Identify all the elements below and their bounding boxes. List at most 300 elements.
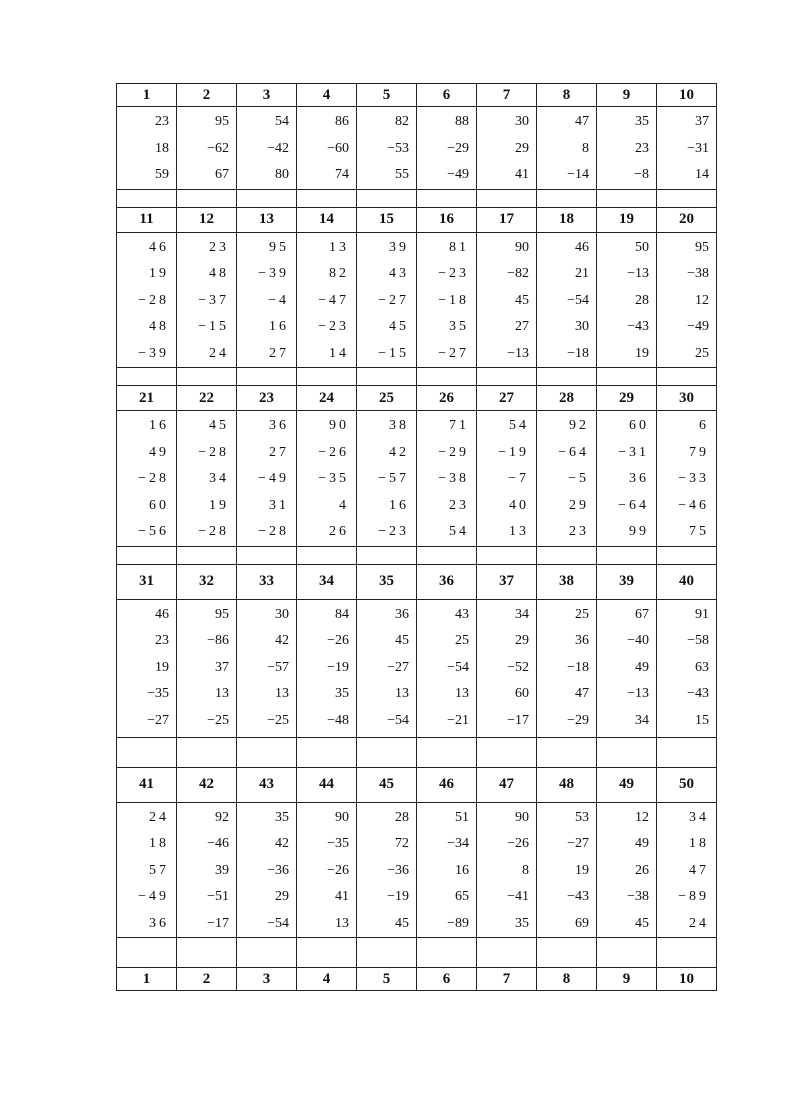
operand-value: 37 bbox=[695, 114, 709, 129]
operand-value: −64 bbox=[558, 444, 589, 460]
answer-cell[interactable] bbox=[537, 189, 597, 207]
operand-value: −89 bbox=[678, 889, 709, 904]
operand-value: −35 bbox=[327, 836, 349, 851]
header-row bbox=[117, 386, 717, 411]
problem-number: 7 bbox=[477, 84, 537, 107]
operand-value: 23 bbox=[155, 114, 169, 129]
operand-value: 42 bbox=[275, 836, 289, 851]
answer-cell[interactable] bbox=[597, 189, 657, 207]
operand-value: 21 bbox=[575, 266, 589, 281]
answer-cell[interactable] bbox=[237, 546, 297, 564]
operand-value: 16 bbox=[269, 319, 289, 334]
operand-value: 46 bbox=[149, 239, 169, 255]
problem-column bbox=[477, 107, 537, 190]
problem-column bbox=[237, 411, 297, 547]
operand-value: −18 bbox=[567, 345, 589, 361]
operand-value: 31 bbox=[269, 497, 289, 513]
operand-value: −35 bbox=[318, 471, 349, 486]
problem-number: 19 bbox=[597, 207, 657, 232]
problem-number: 1 bbox=[117, 968, 177, 991]
operand-value: −18 bbox=[438, 292, 469, 308]
operand-value: 46 bbox=[575, 239, 589, 255]
operand-value: 42 bbox=[389, 444, 409, 460]
footer-header-row bbox=[117, 968, 717, 991]
operand-value: −5 bbox=[568, 471, 589, 486]
problem-number: 23 bbox=[237, 386, 297, 411]
operand-value: −82 bbox=[507, 266, 529, 281]
operand-value: 53 bbox=[575, 809, 589, 825]
operand-value: 13 bbox=[395, 686, 409, 701]
answer-cell[interactable] bbox=[417, 938, 477, 968]
problem-number: 39 bbox=[597, 564, 657, 599]
operand-value: −34 bbox=[447, 836, 469, 851]
operand-value: 23 bbox=[449, 497, 469, 513]
operand-value: −35 bbox=[147, 686, 169, 701]
operand-value: 12 bbox=[695, 292, 709, 308]
answer-cell[interactable] bbox=[357, 368, 417, 386]
operand-value: 26 bbox=[329, 524, 349, 539]
operand-value: 27 bbox=[269, 444, 289, 460]
problem-number: 3 bbox=[237, 84, 297, 107]
operand-value: 95 bbox=[215, 114, 229, 129]
operand-value: 26 bbox=[635, 862, 649, 878]
operand-value: 71 bbox=[449, 418, 469, 433]
problem-column bbox=[417, 107, 477, 190]
operand-value: −49 bbox=[138, 889, 169, 904]
operand-value: 67 bbox=[635, 606, 649, 622]
operand-value: −40 bbox=[627, 633, 649, 648]
operand-value: −47 bbox=[318, 292, 349, 308]
operand-value: −18 bbox=[567, 659, 589, 675]
problem-column bbox=[417, 411, 477, 547]
operand-value: −27 bbox=[567, 836, 589, 851]
operand-value: 35 bbox=[449, 319, 469, 334]
problem-column bbox=[297, 599, 357, 737]
operand-value: 23 bbox=[635, 140, 649, 156]
operand-value: −28 bbox=[138, 471, 169, 486]
arithmetic-worksheet-table bbox=[116, 83, 717, 991]
operand-value: −38 bbox=[627, 889, 649, 904]
operand-value: 25 bbox=[455, 633, 469, 648]
operand-value: 95 bbox=[695, 239, 709, 255]
operand-value: 54 bbox=[449, 524, 469, 539]
answer-cell[interactable] bbox=[237, 737, 297, 767]
operand-value: −26 bbox=[318, 444, 349, 460]
operand-value: −31 bbox=[618, 444, 649, 460]
problem-number: 38 bbox=[537, 564, 597, 599]
problem-number: 20 bbox=[657, 207, 717, 232]
problem-column bbox=[357, 599, 417, 737]
operand-value: −15 bbox=[378, 345, 409, 361]
operand-value: −46 bbox=[207, 836, 229, 851]
operand-value: 29 bbox=[515, 140, 529, 156]
answer-cell[interactable] bbox=[297, 737, 357, 767]
problem-column bbox=[297, 232, 357, 368]
operand-value: −31 bbox=[687, 140, 709, 156]
operand-value: 35 bbox=[635, 114, 649, 129]
operand-value: 75 bbox=[689, 524, 709, 539]
answer-cell[interactable] bbox=[537, 737, 597, 767]
problem-number: 4 bbox=[297, 968, 357, 991]
answer-cell[interactable] bbox=[297, 189, 357, 207]
operand-value: 16 bbox=[389, 497, 409, 513]
operand-value: 48 bbox=[149, 319, 169, 334]
answer-cell[interactable] bbox=[117, 546, 177, 564]
operand-value: −37 bbox=[198, 292, 229, 308]
problem-number: 31 bbox=[117, 564, 177, 599]
operand-value: 6 bbox=[699, 418, 709, 433]
operand-value: 79 bbox=[689, 444, 709, 460]
operand-value: 45 bbox=[635, 915, 649, 931]
operand-value: −54 bbox=[567, 292, 589, 308]
operand-value: 19 bbox=[575, 862, 589, 878]
problem-column bbox=[597, 411, 657, 547]
answer-cell[interactable] bbox=[177, 546, 237, 564]
operand-value: −54 bbox=[387, 712, 409, 728]
answer-cell[interactable] bbox=[297, 938, 357, 968]
problem-number: 46 bbox=[417, 767, 477, 802]
problem-number: 36 bbox=[417, 564, 477, 599]
operand-value: −28 bbox=[138, 292, 169, 308]
operand-value: −29 bbox=[438, 444, 469, 460]
operand-value: 8 bbox=[582, 140, 589, 156]
problem-column bbox=[597, 232, 657, 368]
operand-value: −28 bbox=[198, 444, 229, 460]
operand-value: 18 bbox=[149, 836, 169, 851]
header-row bbox=[117, 207, 717, 232]
answer-cell[interactable] bbox=[357, 546, 417, 564]
answer-cell[interactable] bbox=[297, 546, 357, 564]
operand-value: −7 bbox=[508, 471, 529, 486]
operand-value: 14 bbox=[329, 345, 349, 361]
problem-number: 48 bbox=[537, 767, 597, 802]
problem-number: 34 bbox=[297, 564, 357, 599]
operand-value: 36 bbox=[395, 606, 409, 622]
operand-value: 16 bbox=[149, 418, 169, 433]
operand-value: 41 bbox=[335, 889, 349, 904]
problem-number: 30 bbox=[657, 386, 717, 411]
operand-value: 91 bbox=[695, 606, 709, 622]
answer-cell[interactable] bbox=[297, 368, 357, 386]
answer-cell[interactable] bbox=[657, 189, 717, 207]
answer-cell[interactable] bbox=[417, 189, 477, 207]
operand-value: 55 bbox=[395, 167, 409, 182]
problem-number: 11 bbox=[117, 207, 177, 232]
operand-value: −46 bbox=[678, 497, 709, 513]
problem-number: 4 bbox=[297, 84, 357, 107]
problem-column bbox=[117, 411, 177, 547]
operand-value: 23 bbox=[209, 239, 229, 255]
problem-column bbox=[597, 107, 657, 190]
problem-number: 8 bbox=[537, 968, 597, 991]
operand-value: 35 bbox=[515, 915, 529, 931]
operand-value: 30 bbox=[575, 319, 589, 334]
operand-value: −23 bbox=[378, 524, 409, 539]
answer-cell[interactable] bbox=[537, 368, 597, 386]
operand-value: 80 bbox=[275, 167, 289, 182]
answer-row bbox=[117, 737, 717, 767]
operand-value: 84 bbox=[335, 606, 349, 622]
problem-column bbox=[297, 411, 357, 547]
operand-value: 88 bbox=[455, 114, 469, 129]
problem-column bbox=[477, 599, 537, 737]
problem-number: 47 bbox=[477, 767, 537, 802]
operand-value: 50 bbox=[635, 239, 649, 255]
operand-value: 92 bbox=[569, 418, 589, 433]
problem-column bbox=[657, 599, 717, 737]
operand-value: 74 bbox=[335, 167, 349, 182]
operand-value: 82 bbox=[395, 114, 409, 129]
problem-column bbox=[357, 107, 417, 190]
operand-value: 13 bbox=[455, 686, 469, 701]
operand-value: −13 bbox=[627, 266, 649, 281]
operand-value: 81 bbox=[449, 239, 469, 255]
answer-row bbox=[117, 368, 717, 386]
operand-value: 57 bbox=[149, 862, 169, 878]
problem-column bbox=[417, 599, 477, 737]
numbers-row bbox=[117, 232, 717, 368]
answer-cell[interactable] bbox=[117, 368, 177, 386]
operand-value: 47 bbox=[575, 114, 589, 129]
operand-value: 29 bbox=[275, 889, 289, 904]
answer-cell[interactable] bbox=[657, 938, 717, 968]
answer-cell[interactable] bbox=[657, 368, 717, 386]
worksheet-body bbox=[117, 84, 717, 991]
operand-value: 34 bbox=[689, 809, 709, 825]
problem-number: 37 bbox=[477, 564, 537, 599]
operand-value: 69 bbox=[575, 915, 589, 931]
operand-value: 28 bbox=[635, 292, 649, 308]
problem-number: 10 bbox=[657, 84, 717, 107]
problem-column bbox=[537, 107, 597, 190]
problem-number: 35 bbox=[357, 564, 417, 599]
operand-value: −38 bbox=[687, 266, 709, 281]
problem-column bbox=[117, 232, 177, 368]
problem-number: 8 bbox=[537, 84, 597, 107]
operand-value: 25 bbox=[695, 345, 709, 361]
operand-value: 27 bbox=[515, 319, 529, 334]
problem-number: 18 bbox=[537, 207, 597, 232]
answer-cell[interactable] bbox=[477, 938, 537, 968]
operand-value: −62 bbox=[207, 140, 229, 156]
operand-value: 13 bbox=[329, 239, 349, 255]
operand-value: −23 bbox=[438, 266, 469, 281]
problem-column bbox=[357, 411, 417, 547]
operand-value: 92 bbox=[215, 809, 229, 825]
operand-value: 18 bbox=[155, 140, 169, 156]
operand-value: 45 bbox=[209, 418, 229, 433]
answer-cell[interactable] bbox=[477, 189, 537, 207]
operand-value: 49 bbox=[149, 444, 169, 460]
problem-number: 10 bbox=[657, 968, 717, 991]
operand-value: −13 bbox=[627, 686, 649, 701]
operand-value: −28 bbox=[198, 524, 229, 539]
operand-value: 45 bbox=[389, 319, 409, 334]
problem-number: 41 bbox=[117, 767, 177, 802]
answer-cell[interactable] bbox=[177, 938, 237, 968]
operand-value: 39 bbox=[215, 862, 229, 878]
answer-cell[interactable] bbox=[477, 546, 537, 564]
answer-cell[interactable] bbox=[237, 189, 297, 207]
problem-number: 5 bbox=[357, 968, 417, 991]
operand-value: 13 bbox=[275, 686, 289, 701]
operand-value: 13 bbox=[215, 686, 229, 701]
operand-value: −27 bbox=[147, 712, 169, 728]
problem-number: 32 bbox=[177, 564, 237, 599]
problem-number: 22 bbox=[177, 386, 237, 411]
operand-value: 30 bbox=[275, 606, 289, 622]
operand-value: 41 bbox=[515, 167, 529, 182]
operand-value: 24 bbox=[149, 809, 169, 825]
problem-column bbox=[597, 599, 657, 737]
operand-value: −39 bbox=[258, 266, 289, 281]
operand-value: 67 bbox=[215, 167, 229, 182]
operand-value: −27 bbox=[387, 659, 409, 675]
answer-cell[interactable] bbox=[237, 368, 297, 386]
operand-value: 23 bbox=[569, 524, 589, 539]
problem-column bbox=[237, 599, 297, 737]
operand-value: −8 bbox=[634, 167, 649, 182]
answer-cell[interactable] bbox=[417, 737, 477, 767]
problem-number: 24 bbox=[297, 386, 357, 411]
operand-value: −27 bbox=[438, 345, 469, 361]
header-row bbox=[117, 84, 717, 107]
answer-cell[interactable] bbox=[177, 737, 237, 767]
operand-value: −28 bbox=[258, 524, 289, 539]
operand-value: 45 bbox=[395, 633, 409, 648]
problem-column bbox=[537, 599, 597, 737]
operand-value: −4 bbox=[268, 292, 289, 308]
operand-value: 45 bbox=[395, 915, 409, 931]
operand-value: −27 bbox=[378, 292, 409, 308]
problem-column bbox=[477, 802, 537, 938]
problem-number: 50 bbox=[657, 767, 717, 802]
problem-column bbox=[177, 599, 237, 737]
operand-value: 63 bbox=[695, 659, 709, 675]
answer-cell[interactable] bbox=[357, 189, 417, 207]
problem-number: 43 bbox=[237, 767, 297, 802]
operand-value: −33 bbox=[678, 471, 709, 486]
operand-value: −57 bbox=[267, 659, 289, 675]
operand-value: −15 bbox=[198, 319, 229, 334]
operand-value: −38 bbox=[438, 471, 469, 486]
operand-value: 19 bbox=[635, 345, 649, 361]
operand-value: 46 bbox=[155, 606, 169, 622]
operand-value: 99 bbox=[629, 524, 649, 539]
operand-value: −49 bbox=[447, 167, 469, 182]
operand-value: 12 bbox=[635, 809, 649, 825]
answer-cell[interactable] bbox=[597, 368, 657, 386]
problem-column bbox=[177, 411, 237, 547]
problem-column bbox=[477, 232, 537, 368]
operand-value: 19 bbox=[155, 659, 169, 675]
answer-cell[interactable] bbox=[177, 189, 237, 207]
operand-value: 35 bbox=[275, 809, 289, 825]
problem-column bbox=[177, 802, 237, 938]
problem-number: 7 bbox=[477, 968, 537, 991]
operand-value: 29 bbox=[515, 633, 529, 648]
operand-value: 37 bbox=[215, 659, 229, 675]
operand-value: −41 bbox=[507, 889, 529, 904]
answer-cell[interactable] bbox=[357, 938, 417, 968]
operand-value: −56 bbox=[138, 524, 169, 539]
answer-cell[interactable] bbox=[177, 368, 237, 386]
problem-column bbox=[357, 802, 417, 938]
operand-value: −48 bbox=[327, 712, 349, 728]
problem-number: 16 bbox=[417, 207, 477, 232]
operand-value: −21 bbox=[447, 712, 469, 728]
operand-value: 60 bbox=[629, 418, 649, 433]
operand-value: 42 bbox=[275, 633, 289, 648]
answer-row bbox=[117, 189, 717, 207]
problem-number: 5 bbox=[357, 84, 417, 107]
answer-cell[interactable] bbox=[417, 368, 477, 386]
operand-value: 65 bbox=[455, 889, 469, 904]
operand-value: 29 bbox=[569, 497, 589, 513]
problem-number: 15 bbox=[357, 207, 417, 232]
problem-column bbox=[237, 232, 297, 368]
operand-value: −89 bbox=[447, 915, 469, 931]
answer-cell[interactable] bbox=[597, 546, 657, 564]
numbers-row bbox=[117, 107, 717, 190]
problem-column bbox=[297, 107, 357, 190]
answer-cell[interactable] bbox=[657, 737, 717, 767]
operand-value: 54 bbox=[509, 418, 529, 433]
answer-cell[interactable] bbox=[477, 368, 537, 386]
operand-value: 36 bbox=[149, 915, 169, 931]
problem-number: 33 bbox=[237, 564, 297, 599]
operand-value: 19 bbox=[209, 497, 229, 513]
answer-cell[interactable] bbox=[117, 938, 177, 968]
problem-number: 25 bbox=[357, 386, 417, 411]
problem-column bbox=[597, 802, 657, 938]
problem-column bbox=[657, 411, 717, 547]
operand-value: −54 bbox=[267, 915, 289, 931]
operand-value: 51 bbox=[455, 809, 469, 825]
problem-number: 26 bbox=[417, 386, 477, 411]
answer-cell[interactable] bbox=[237, 938, 297, 968]
answer-cell[interactable] bbox=[117, 189, 177, 207]
answer-cell[interactable] bbox=[597, 737, 657, 767]
problem-column bbox=[357, 232, 417, 368]
answer-cell[interactable] bbox=[597, 938, 657, 968]
answer-cell[interactable] bbox=[357, 737, 417, 767]
operand-value: −26 bbox=[507, 836, 529, 851]
answer-cell[interactable] bbox=[417, 546, 477, 564]
operand-value: −23 bbox=[318, 319, 349, 334]
operand-value: 14 bbox=[695, 167, 709, 182]
operand-value: 49 bbox=[635, 659, 649, 675]
answer-cell[interactable] bbox=[537, 938, 597, 968]
problem-column bbox=[537, 802, 597, 938]
answer-cell[interactable] bbox=[657, 546, 717, 564]
operand-value: −29 bbox=[447, 140, 469, 156]
operand-value: −43 bbox=[687, 686, 709, 701]
operand-value: −58 bbox=[687, 633, 709, 648]
operand-value: 43 bbox=[455, 606, 469, 622]
answer-cell[interactable] bbox=[477, 737, 537, 767]
operand-value: 86 bbox=[335, 114, 349, 129]
problem-number: 1 bbox=[117, 84, 177, 107]
answer-cell[interactable] bbox=[537, 546, 597, 564]
problem-column bbox=[117, 802, 177, 938]
problem-column bbox=[537, 411, 597, 547]
answer-cell[interactable] bbox=[117, 737, 177, 767]
problem-number: 14 bbox=[297, 207, 357, 232]
problem-number: 6 bbox=[417, 968, 477, 991]
operand-value: 15 bbox=[695, 712, 709, 728]
problem-number: 40 bbox=[657, 564, 717, 599]
